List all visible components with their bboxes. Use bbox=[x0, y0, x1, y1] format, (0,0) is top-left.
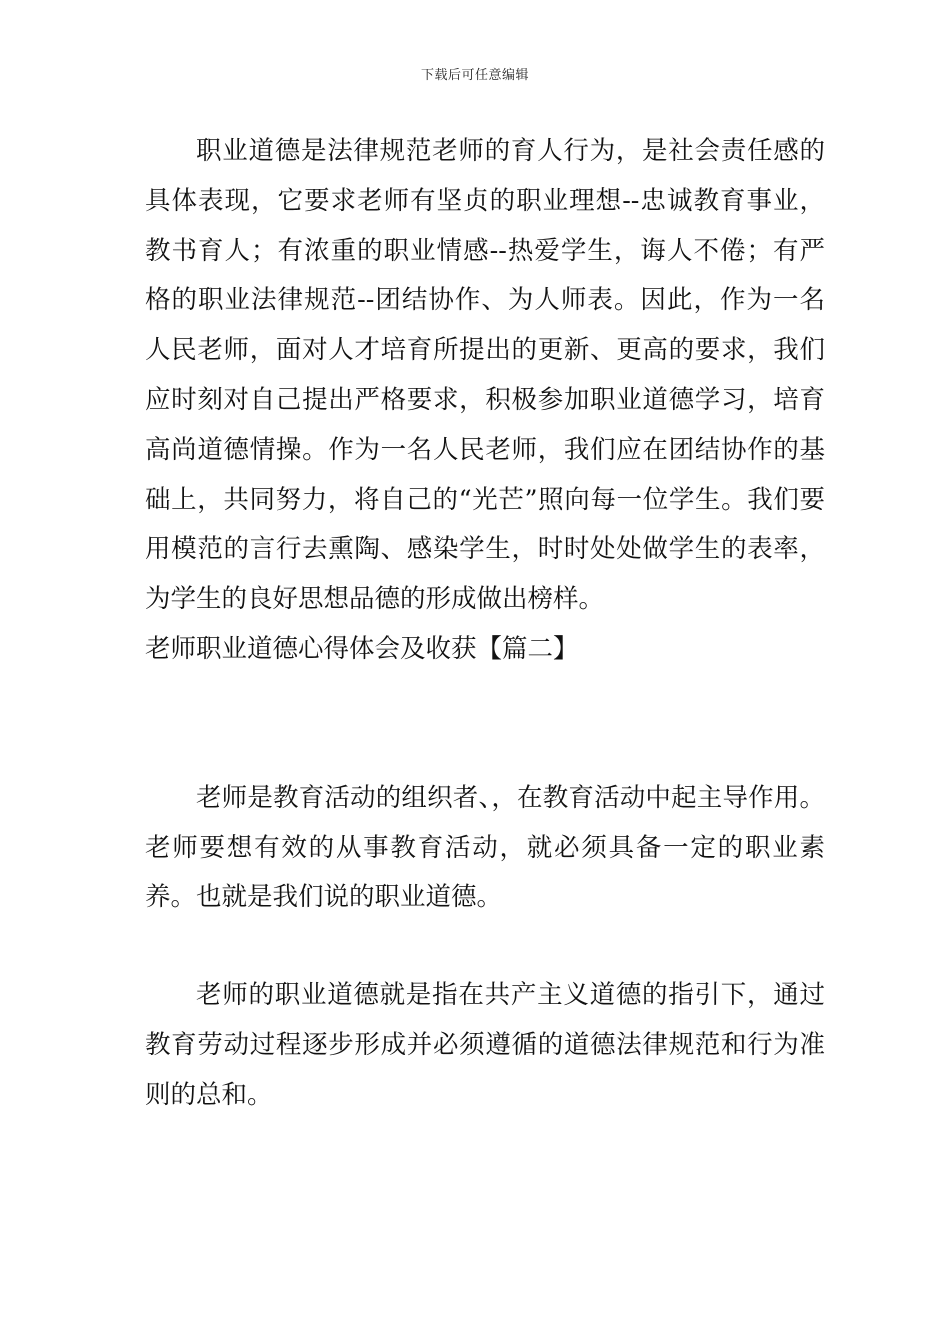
document-body bbox=[145, 127, 825, 1121]
paragraph-1: 职业道德是法律规范老师的育人行为，是社会责任感的具体表现，它要求老师有坚贞的职业理想--忠诚教育事业，教书育人；有浓重的职业情感--热爱学生，诲人不倦；有严格的职业法律规范--团结协作、为人师表。因此，作为一名人民老师，面对人才培育所提出的更新、更高的要求，我们应时刻对自己提出严格要求，积极参加职业道德学习，培育高尚道德情操。作为一名人民老师，我们应在团结协作的基础上，共同努力，将自己的“光芒”照向每一位学生。我们要用模范的言行去熏陶、感染学生，时时处处做学生的表率，为学生的良好思想品德的形成做出榜样。 bbox=[145, 136, 825, 615]
section-heading: 老师职业道德心得体会及收获【篇二】 bbox=[145, 633, 579, 664]
spacer bbox=[145, 675, 825, 774]
spacer bbox=[145, 923, 825, 971]
paragraph-3: 老师的职业道德就是指在共产主义道德的指引下，通过教育劳动过程逐步形成并必须遵循的道德法律规范和行为准则的总和。 bbox=[145, 980, 825, 1110]
paragraph-2: 老师是教育活动的组织者、，在教育活动中起主导作用。老师要想有效的从事教育活动，就必须具备一定的职业素养。也就是我们说的职业道德。 bbox=[145, 782, 825, 913]
header-note: 下载后可任意编辑 bbox=[420, 68, 529, 83]
